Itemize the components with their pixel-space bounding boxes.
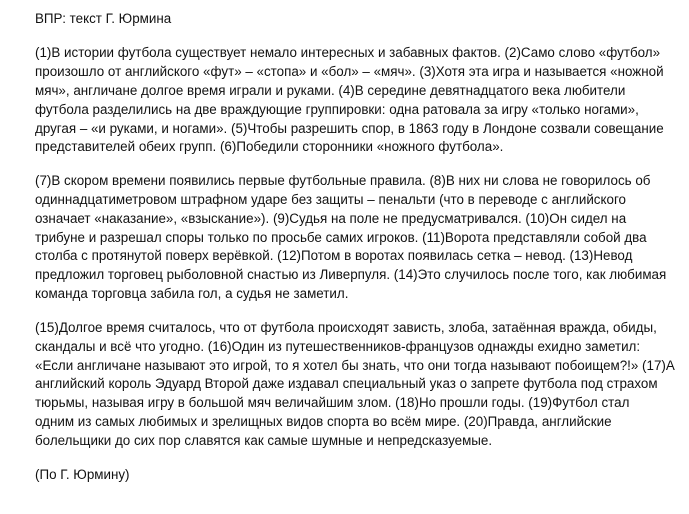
text-line: английский король Эдуард Второй даже издавал специальный указ о запрете футбола под страхом — [35, 376, 658, 392]
text-line: одиннадцатиметровом штрафном ударе без защиты – пенальти (что в переводе с английского — [35, 191, 626, 207]
source-attribution: (По Г. Юрмину) — [35, 466, 130, 482]
text-line: столба с протянутой поверх верёвкой. (12)Потом в воротах появилась сетка – невод. (13)Невод — [35, 248, 633, 264]
text-line: означает «наказание», «взыскание»). (9)Судья на поле не предусматривался. (10)Он сидел на — [35, 210, 627, 226]
document-page — [35, 10, 675, 484]
text-line: скандалы и всё что угодно. (16)Один из путешественников-французов однажды ехидно заметил: — [35, 338, 641, 354]
text-line: тюрьмы, называя игру в большой мяч величайшим злом. (18)Но прошли годы. (19)Футбол стал — [35, 395, 630, 411]
text-line: другая – «и руками, и ногами». (5)Чтобы разрешить спор, в 1863 году в Лондоне созвали совещание — [35, 120, 664, 136]
text-line: одним из самых любимых и зрелищных видов спорта во всём мире. (20)Правда, английские — [35, 414, 612, 430]
text-line: трибуне и разрешал споры только по просьбе самих игроков. (11)Ворота представляли собой два — [35, 229, 647, 245]
document-heading: ВПР: текст Г. Юрмина — [35, 11, 172, 26]
text-line: «Если англичане называют это игрой, то я хотел бы знать, что они тогда называют побоищем?!» (17)А — [35, 357, 675, 373]
text-line: представителей обеих групп. (6)Победили сторонники «ножного футбола». — [35, 139, 504, 155]
paragraph-3 — [35, 319, 675, 451]
text-line: команда торговца забила гол, а судья не заметил. — [35, 286, 349, 302]
text-line: (7)В скором времени появились первые футбольные правила. (8)В них ни слова не говорилось об — [35, 172, 651, 188]
text-line: предложил торговец рыболовной снастью из Ливерпуля. (14)Это случилось после того, как любимая — [35, 267, 667, 283]
text-line: мяч», англичане долгое время играли и руками. (4)В середине девятнадцатого века любители — [35, 82, 626, 98]
paragraph-1 — [35, 44, 665, 157]
text-line: футбола разделились на две враждующие группировки: одна ратовала за игру «только ногами», — [35, 101, 639, 117]
text-line: (1)В истории футбола существует немало интересных и забавных фактов. (2)Само слово «футбол» — [35, 44, 661, 60]
paragraph-2 — [35, 172, 665, 304]
text-line: болельщики до сих пор славятся как самые шумные и непредсказуемые. — [35, 433, 493, 449]
text-line: (15)Долгое время считалось, что от футбола происходят зависть, злоба, затаённая вражда, обиды, — [35, 319, 657, 335]
text-line: произошло от английского «фут» – «стопа» и «бол» – «мяч». (3)Хотя эта игра и называется «ножной — [35, 63, 664, 79]
